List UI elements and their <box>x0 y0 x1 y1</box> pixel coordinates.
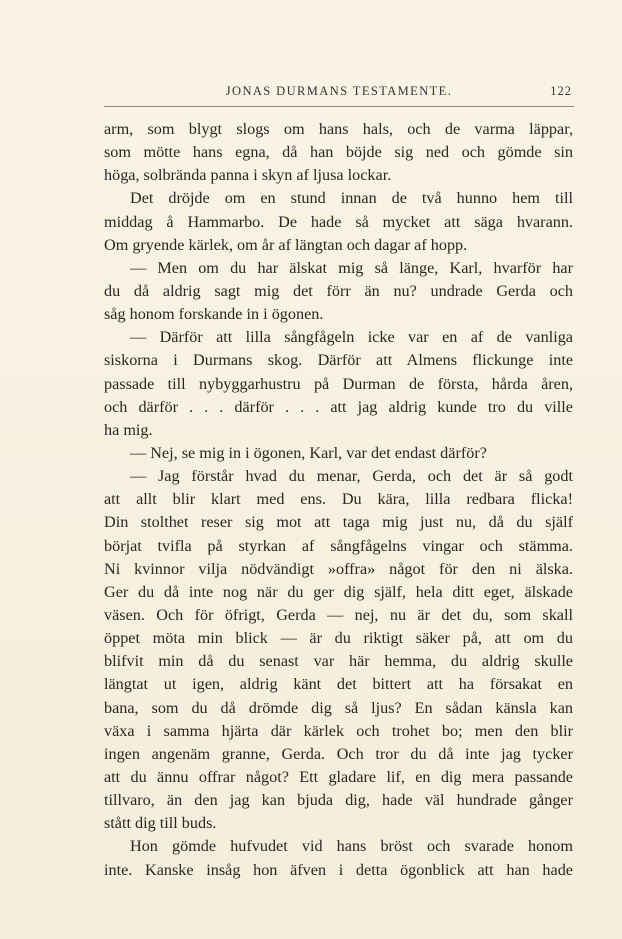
text-line: inte. Kanske insåg hon äfven i detta ögonblick att han hade <box>104 860 573 879</box>
text-line: passade till nybyggarhustru på Durman de första, hårda åren, <box>104 374 573 393</box>
page-header <box>104 84 574 102</box>
text-line: siskorna i Durmans skog. Därför att Almens flickunge inte <box>104 351 573 370</box>
text-line: Om gryende kärlek, om år af längtan och dagar af hopp. <box>104 235 468 254</box>
text-line: börjat tvifla på styrkan af sångfågelns vingar och stämma. <box>104 536 573 555</box>
text-line: som mötte hans egna, då han böjde sig ned och gömde sin <box>104 143 573 162</box>
text-line: stått dig till buds. <box>104 814 217 833</box>
text-line: — Men om du har älskat mig så länge, Karl, hvarför har <box>130 258 573 277</box>
text-line: tillvaro, än den jag kan bjuda dig, hade väl hundrade gånger <box>104 791 573 810</box>
text-line: att du ännu offrar något? Ett gladare lif, en dig mera passande <box>104 767 573 786</box>
page-number: 122 <box>550 84 572 98</box>
text-line: arm, som blygt slogs om hans hals, och de varma läppar, <box>104 120 573 138</box>
text-line: Ger du då inte nog när du ger dig själf, hela ditt eget, älskade <box>104 582 573 601</box>
text-line: Din stolthet reser sig mot att taga mig just nu, då du själf <box>104 513 573 532</box>
text-line: att allt blir klart med ens. Du kära, lilla redbara flicka! <box>104 490 573 509</box>
text-line: Det dröjde om en stund innan de två hunno hem till <box>130 189 573 208</box>
text-line: växa i samma hjärta där kärlek och trohet bo; men den blir <box>104 721 573 740</box>
text-line: ha mig. <box>104 420 153 439</box>
text-line: ingen angenäm granne, Gerda. Och tror du då inte jag tycker <box>104 744 573 763</box>
text-line: längtat ut igen, aldrig känt det bittert att ha försakat en <box>104 675 573 694</box>
text-line: bana, som du då drömde dig så ljus? En sådan känsla kan <box>104 698 573 717</box>
text-line: middag å Hammarbo. De hade så mycket att säga hvarann. <box>104 212 573 231</box>
text-line: blifvit min då du senast var här hemma, du aldrig skulle <box>104 652 573 671</box>
text-line: — Nej, se mig in i ögonen, Karl, var det endast därför? <box>130 443 487 462</box>
running-title: JONAS DURMANS TESTAMENTE. <box>225 84 453 98</box>
text-line: höga, solbrända panna i skyn af ljusa lockar. <box>104 166 392 185</box>
body-text <box>104 118 573 882</box>
text-line: — Därför att lilla sångfågeln icke var en af de vanliga <box>130 328 573 347</box>
text-line: Ni kvinnor vilja nödvändigt »offra» något för den ni älska. <box>104 559 573 578</box>
text-line: väsen. Och för öfrigt, Gerda — nej, nu är det du, som skall <box>104 605 573 624</box>
text-line: Hon gömde hufvudet vid hans bröst och svarade honom <box>130 837 573 856</box>
text-line: du då aldrig sagt mig det förr än nu? undrade Gerda och <box>104 281 573 300</box>
text-line: såg honom forskande in i ögonen. <box>104 305 324 324</box>
text-line: och därför . . . därför . . . att jag aldrig kunde tro du ville <box>104 397 573 416</box>
text-line: — Jag förstår hvad du menar, Gerda, och det är så godt <box>130 467 573 486</box>
text-line: öppet möta min blick — är du riktigt säker på, att om du <box>104 629 573 648</box>
header-rule <box>104 106 574 107</box>
